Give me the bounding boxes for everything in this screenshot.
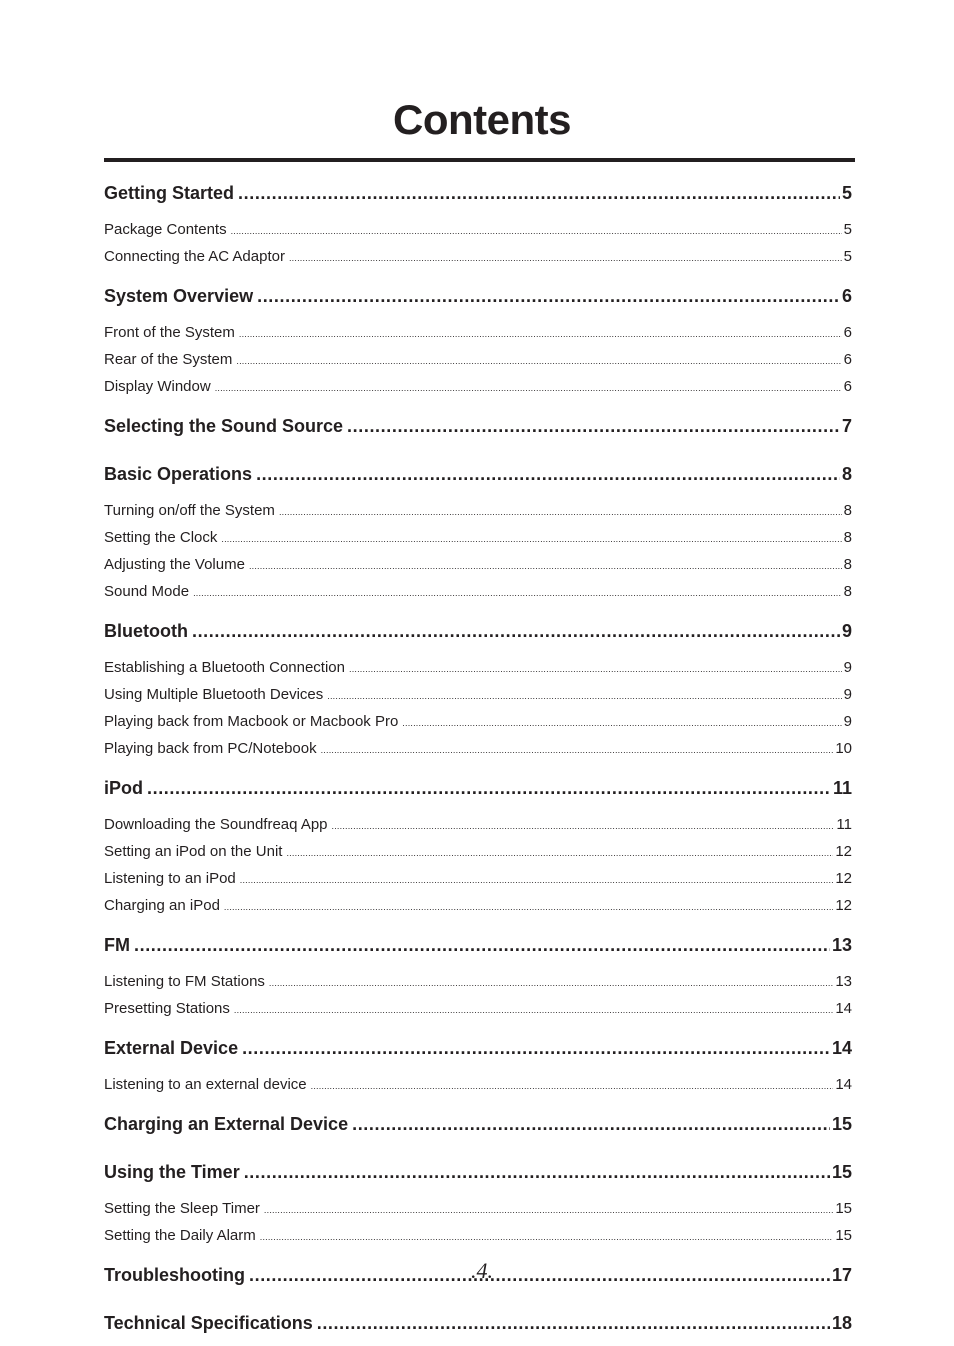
toc-entry-page: 8 [843, 556, 852, 573]
dot-leader [321, 737, 834, 764]
dot-leader [244, 1157, 830, 1187]
dot-leader [242, 1033, 830, 1063]
toc-entry-label: Presetting Stations [104, 1000, 230, 1017]
toc-section-entry[interactable] [104, 178, 852, 216]
toc-entry-label: Listening to FM Stations [104, 973, 265, 990]
toc-subsection-entry[interactable] [104, 497, 852, 524]
toc-entry-page: 12 [835, 843, 852, 860]
dot-leader [264, 1197, 833, 1224]
toc-subsection-entry[interactable] [104, 654, 852, 681]
toc-entry-label: Bluetooth [104, 621, 188, 641]
dot-leader [236, 348, 841, 375]
toc-subsection-entry[interactable] [104, 681, 852, 708]
toc-section-entry[interactable] [104, 1157, 852, 1195]
toc-entry-label: Troubleshooting [104, 1265, 245, 1285]
toc-subsection-entry[interactable] [104, 1071, 852, 1099]
toc-entry-label: Turning on/off the System [104, 502, 275, 519]
dot-leader [327, 683, 841, 710]
toc-subsection-entry[interactable] [104, 319, 852, 346]
dot-leader [240, 867, 834, 894]
toc-entry-label: Adjusting the Volume [104, 556, 245, 573]
dot-leader [239, 321, 842, 348]
toc-section-entry[interactable] [104, 281, 852, 319]
toc-entry-page: 8 [843, 529, 852, 546]
toc-subsection-entry[interactable] [104, 551, 852, 578]
toc-entry-page: 9 [843, 713, 852, 730]
toc-entry-page: 5 [843, 248, 852, 265]
dot-leader [352, 1109, 830, 1139]
toc-subsection-entry[interactable] [104, 892, 852, 920]
toc-entry-label: Playing back from PC/Notebook [104, 740, 317, 757]
title-divider [104, 158, 855, 162]
toc-entry-page: 15 [835, 1227, 852, 1244]
toc-entry-label: Setting the Clock [104, 529, 218, 546]
toc-subsection-entry[interactable] [104, 811, 852, 838]
toc-entry-label: FM [104, 935, 130, 955]
toc-entry-page: 13 [835, 973, 852, 990]
toc-entry-page: 6 [843, 351, 852, 368]
dot-leader [332, 813, 835, 840]
dot-leader [192, 616, 840, 646]
toc-entry-label: System Overview [104, 286, 254, 306]
dot-leader [257, 281, 840, 311]
toc-entry-page: 15 [831, 1162, 852, 1182]
dot-leader [289, 245, 842, 272]
dot-leader [134, 930, 830, 960]
toc-section-entry[interactable] [104, 773, 852, 811]
toc-entry-label: Using Multiple Bluetooth Devices [104, 686, 324, 703]
toc-entry-label: Setting an iPod on the Unit [104, 843, 283, 860]
toc-subsection-entry[interactable] [104, 838, 852, 865]
dot-leader [224, 894, 833, 921]
toc-section-entry[interactable] [104, 1308, 852, 1346]
toc-entry-page: 8 [841, 464, 852, 484]
toc-entry-label: Establishing a Bluetooth Connection [104, 659, 345, 676]
toc-entry-label: Setting the Sleep Timer [104, 1200, 260, 1217]
toc-entry-label: Front of the System [104, 324, 235, 341]
page-title: Contents [393, 96, 571, 143]
toc-entry-label: Getting Started [104, 183, 235, 203]
toc-section-entry[interactable] [104, 616, 852, 654]
toc-subsection-entry[interactable] [104, 735, 852, 763]
dot-leader [269, 970, 833, 997]
toc-section-entry[interactable] [104, 411, 852, 449]
toc-subsection-entry[interactable] [104, 1195, 852, 1222]
toc-entry-page: 11 [836, 816, 852, 833]
toc-entry-label: Package Contents [104, 221, 227, 238]
toc-subsection-entry[interactable] [104, 578, 852, 606]
dot-leader [147, 773, 831, 803]
toc-entry-page: 10 [835, 740, 852, 757]
toc-entry-label: Downloading the Soundfreaq App [104, 816, 328, 833]
toc-entry-page: 13 [831, 935, 852, 955]
dot-leader [402, 710, 841, 737]
toc-subsection-entry[interactable] [104, 995, 852, 1023]
toc-entry-page: 8 [843, 583, 852, 600]
toc-entry-label: Rear of the System [104, 351, 233, 368]
toc-section-entry[interactable] [104, 459, 852, 497]
toc-entry-label: Charging an iPod [104, 897, 220, 914]
toc-entry-label: External Device [104, 1038, 239, 1058]
dot-leader [231, 218, 842, 245]
table-of-contents [104, 178, 852, 1346]
toc-subsection-entry[interactable] [104, 524, 852, 551]
toc-subsection-entry[interactable] [104, 708, 852, 735]
toc-subsection-entry[interactable] [104, 216, 852, 243]
dot-leader [215, 375, 842, 402]
toc-entry-page: 9 [843, 659, 852, 676]
dot-leader [193, 580, 842, 607]
toc-entry-page: 5 [843, 221, 852, 238]
toc-entry-label: Selecting the Sound Source [104, 416, 344, 436]
dot-leader [238, 178, 840, 208]
toc-entry-page: 12 [835, 897, 852, 914]
toc-entry-page: 14 [835, 1076, 852, 1093]
toc-entry-page: 6 [843, 324, 852, 341]
dot-leader [249, 553, 842, 580]
toc-subsection-entry[interactable] [104, 346, 852, 373]
toc-entry-page: 5 [841, 183, 852, 203]
toc-entry-page: 11 [832, 778, 852, 798]
dot-leader [221, 526, 841, 553]
dot-leader [347, 411, 840, 441]
toc-entry-page: 9 [843, 686, 852, 703]
toc-subsection-entry[interactable] [104, 865, 852, 892]
page-number: .4. [471, 1258, 493, 1283]
toc-subsection-entry[interactable] [104, 968, 852, 995]
toc-entry-label: Display Window [104, 378, 211, 395]
toc-subsection-entry[interactable] [104, 243, 852, 271]
dot-leader [286, 840, 833, 867]
toc-entry-page: 7 [841, 416, 852, 436]
toc-entry-label: Setting the Daily Alarm [104, 1227, 256, 1244]
toc-entry-page: 14 [835, 1000, 852, 1017]
toc-section-entry[interactable] [104, 1109, 852, 1147]
toc-entry-label: Connecting the AC Adaptor [104, 248, 285, 265]
toc-subsection-entry[interactable] [104, 373, 852, 401]
toc-entry-page: 8 [843, 502, 852, 519]
dot-leader [311, 1073, 834, 1100]
toc-entry-page: 18 [831, 1313, 852, 1333]
toc-entry-label: Using the Timer [104, 1162, 240, 1182]
dot-leader [256, 459, 840, 489]
toc-entry-page: 15 [835, 1200, 852, 1217]
toc-section-entry[interactable] [104, 1033, 852, 1071]
toc-entry-label: Sound Mode [104, 583, 190, 600]
toc-entry-page: 12 [835, 870, 852, 887]
toc-entry-page: 6 [841, 286, 852, 306]
toc-entry-label: Playing back from Macbook or Macbook Pro [104, 713, 399, 730]
toc-entry-page: 9 [841, 621, 852, 641]
toc-entry-label: Charging an External Device [104, 1114, 349, 1134]
dot-leader [260, 1224, 834, 1251]
toc-section-entry[interactable] [104, 930, 852, 968]
toc-entry-label: iPod [104, 778, 143, 798]
dot-leader [234, 997, 833, 1024]
toc-entry-page: 6 [843, 378, 852, 395]
dot-leader [317, 1308, 830, 1338]
toc-entry-label: Basic Operations [104, 464, 253, 484]
dot-leader [279, 499, 842, 526]
toc-entry-page: 15 [831, 1114, 852, 1134]
toc-subsection-entry[interactable] [104, 1222, 852, 1250]
toc-entry-label: Listening to an iPod [104, 870, 236, 887]
toc-entry-label: Technical Specifications [104, 1313, 313, 1333]
toc-entry-label: Listening to an external device [104, 1076, 307, 1093]
toc-entry-page: 17 [831, 1265, 852, 1285]
toc-entry-page: 14 [831, 1038, 852, 1058]
dot-leader [349, 656, 842, 683]
